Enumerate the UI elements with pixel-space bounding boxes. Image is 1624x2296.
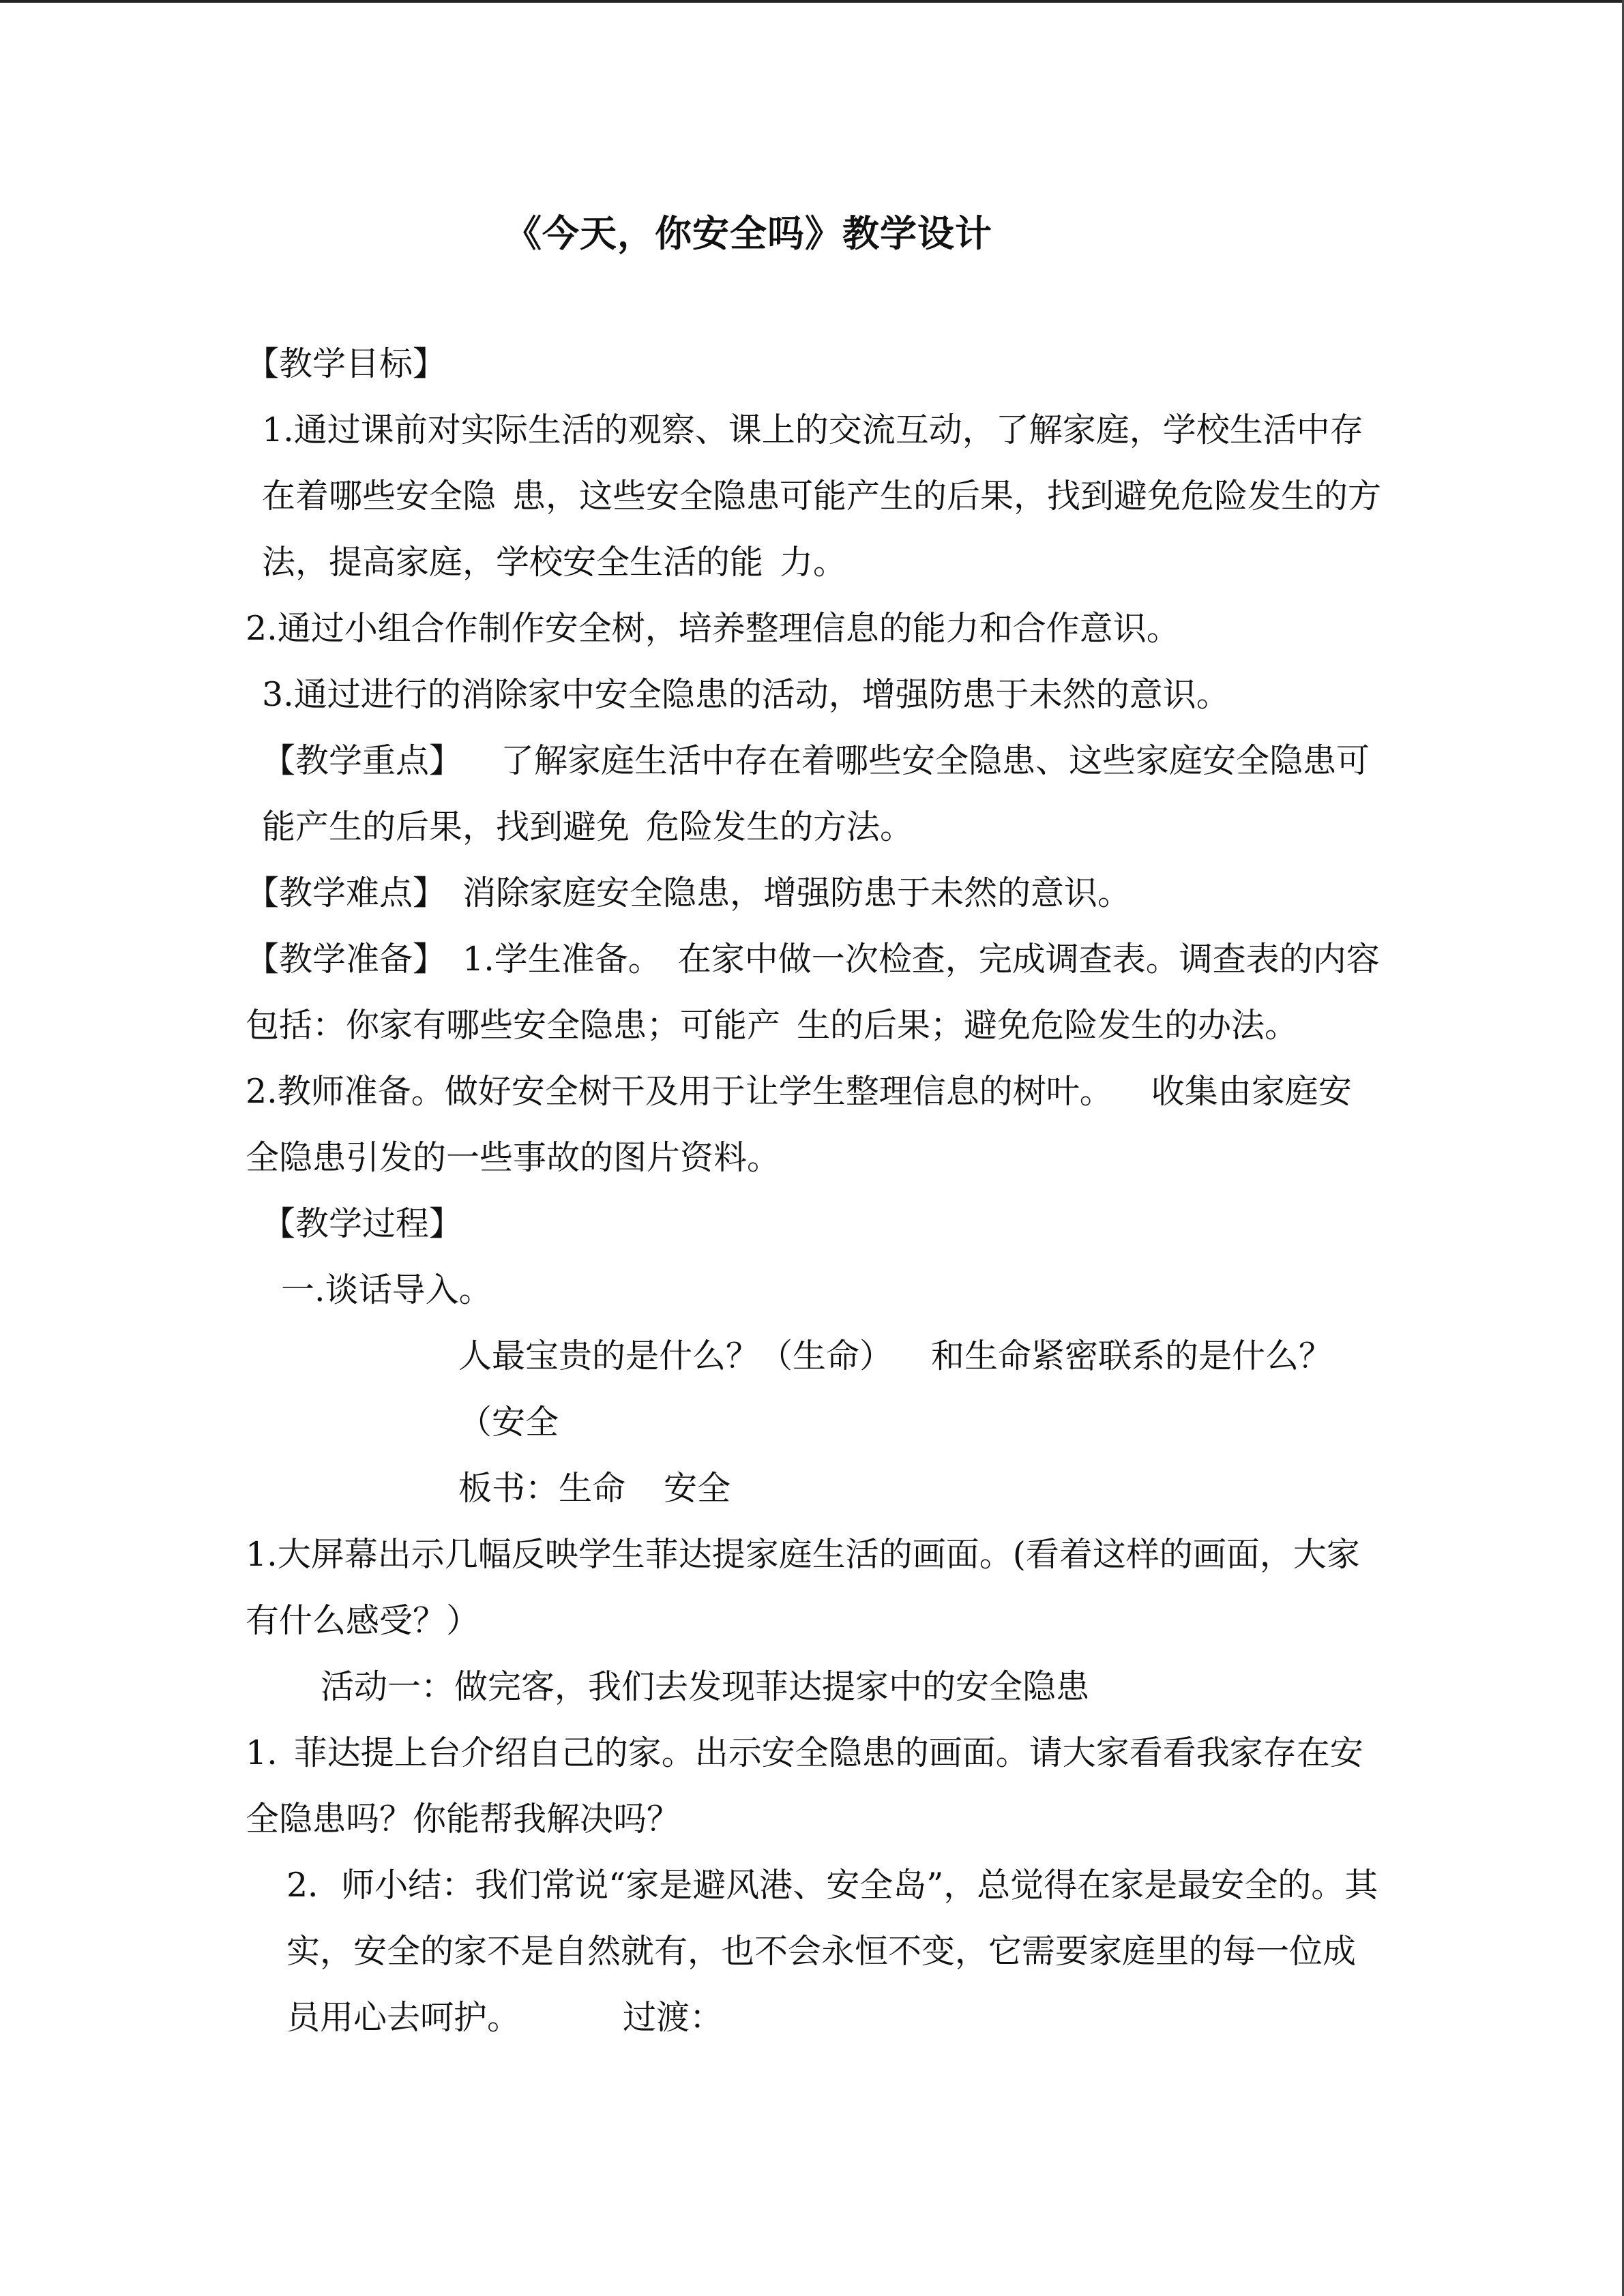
key-points-part-a: 了解家庭生活中存在着哪些安全隐患、这些家庭安全隐患可能产生的后果，找到避免	[262, 741, 1370, 846]
difficulty-heading: 【教学难点】	[246, 874, 447, 912]
process-heading: 【教学过程】	[262, 1204, 463, 1243]
teacher-summary-text: 2．师小结：我们常说“家是避风港、安全岛”，总觉得在家是最安全的。其实，安全的家不是自然就有，也不会永恒不变，它需要家庭里的每一位成员用心去呵护。	[286, 1866, 1378, 2037]
section-intro: 一.谈话导入。	[281, 1270, 492, 1309]
objective-2: 2.通过小组合作制作安全树，培养整理信息的能力和合作意识。	[246, 609, 1180, 648]
difficulty	[246, 860, 1383, 926]
step-1: 1.大屏幕出示几幅反映学生菲达提家庭生活的画面。(看着这样的画面，大家有什么感受？）	[246, 1535, 1360, 1640]
question	[246, 1323, 1383, 1455]
objective-3: 3.通过进行的消除家中安全隐患的活动，增强防患于未然的意识。	[262, 675, 1230, 714]
activity-step-1-text: 菲达提上台介绍自己的家。出示安全隐患的画面。请大家看看我家存在安全隐患吗？你能帮我解决吗？	[246, 1733, 1363, 1838]
preparation-1	[246, 926, 1383, 1058]
document-body	[246, 331, 1383, 2051]
document-title: 《今天，你安全吗》教学设计	[505, 211, 992, 255]
key-points	[246, 728, 1383, 860]
objective-1-part-a: 1.通过课前对实际生活的观察、课上的交流互动，了解家庭，学校生活中存在着哪些安全隐	[262, 411, 1363, 516]
board-label: 板书：生命	[458, 1469, 626, 1508]
question-part-a: 人最宝贵的是什么？（生命）	[458, 1337, 894, 1375]
difficulty-text: 消除家庭安全隐患，增强防患于未然的意识。	[462, 874, 1132, 912]
teacher-summary	[246, 1852, 1383, 2051]
objectives-heading: 【教学目标】	[246, 344, 447, 383]
preparation-1-part-a: 1.学生准备。	[462, 940, 662, 979]
activity-step-1	[246, 1720, 1383, 1852]
board-value: 安全	[664, 1469, 731, 1508]
key-points-heading: 【教学重点】	[262, 741, 463, 780]
objective-1-part-c: 力。	[780, 543, 847, 582]
page-top-border	[0, 0, 1624, 3]
key-points-part-b: 危险发生的方法。	[646, 807, 914, 846]
preparation-heading: 【教学准备】	[246, 940, 447, 979]
transition-label: 过渡：	[623, 1998, 724, 2037]
objective-1-part-b: 患，这些安全隐患可能产生的后果，找到避免危险发生的方法，提高家庭，学校安全生活的能	[262, 477, 1382, 582]
preparation-2-part-b: 收集由家庭安全隐患引发的一些事故的图片资料。	[246, 1072, 1352, 1177]
objective-1	[246, 397, 1383, 595]
preparation-1-part-b: 在家中做一次检查，完成调查表。调查表的内容包括：你家有哪些安全隐患；可能产	[246, 940, 1380, 1045]
preparation-2	[246, 1058, 1383, 1191]
board-writing	[246, 1455, 1383, 1521]
activity-step-1-number: 1.	[246, 1733, 278, 1772]
preparation-2-part-a: 2.教师准备。做好安全树干及用于让学生整理信息的树叶。	[246, 1072, 1113, 1111]
question-part-b: 和生命紧密联系的是什么？（安全	[458, 1337, 1333, 1442]
preparation-1-part-c: 生的后果；避免危险发生的办法。	[797, 1006, 1299, 1045]
activity-1: 活动一：做完客，我们去发现菲达提家中的安全隐患	[321, 1667, 1090, 1706]
